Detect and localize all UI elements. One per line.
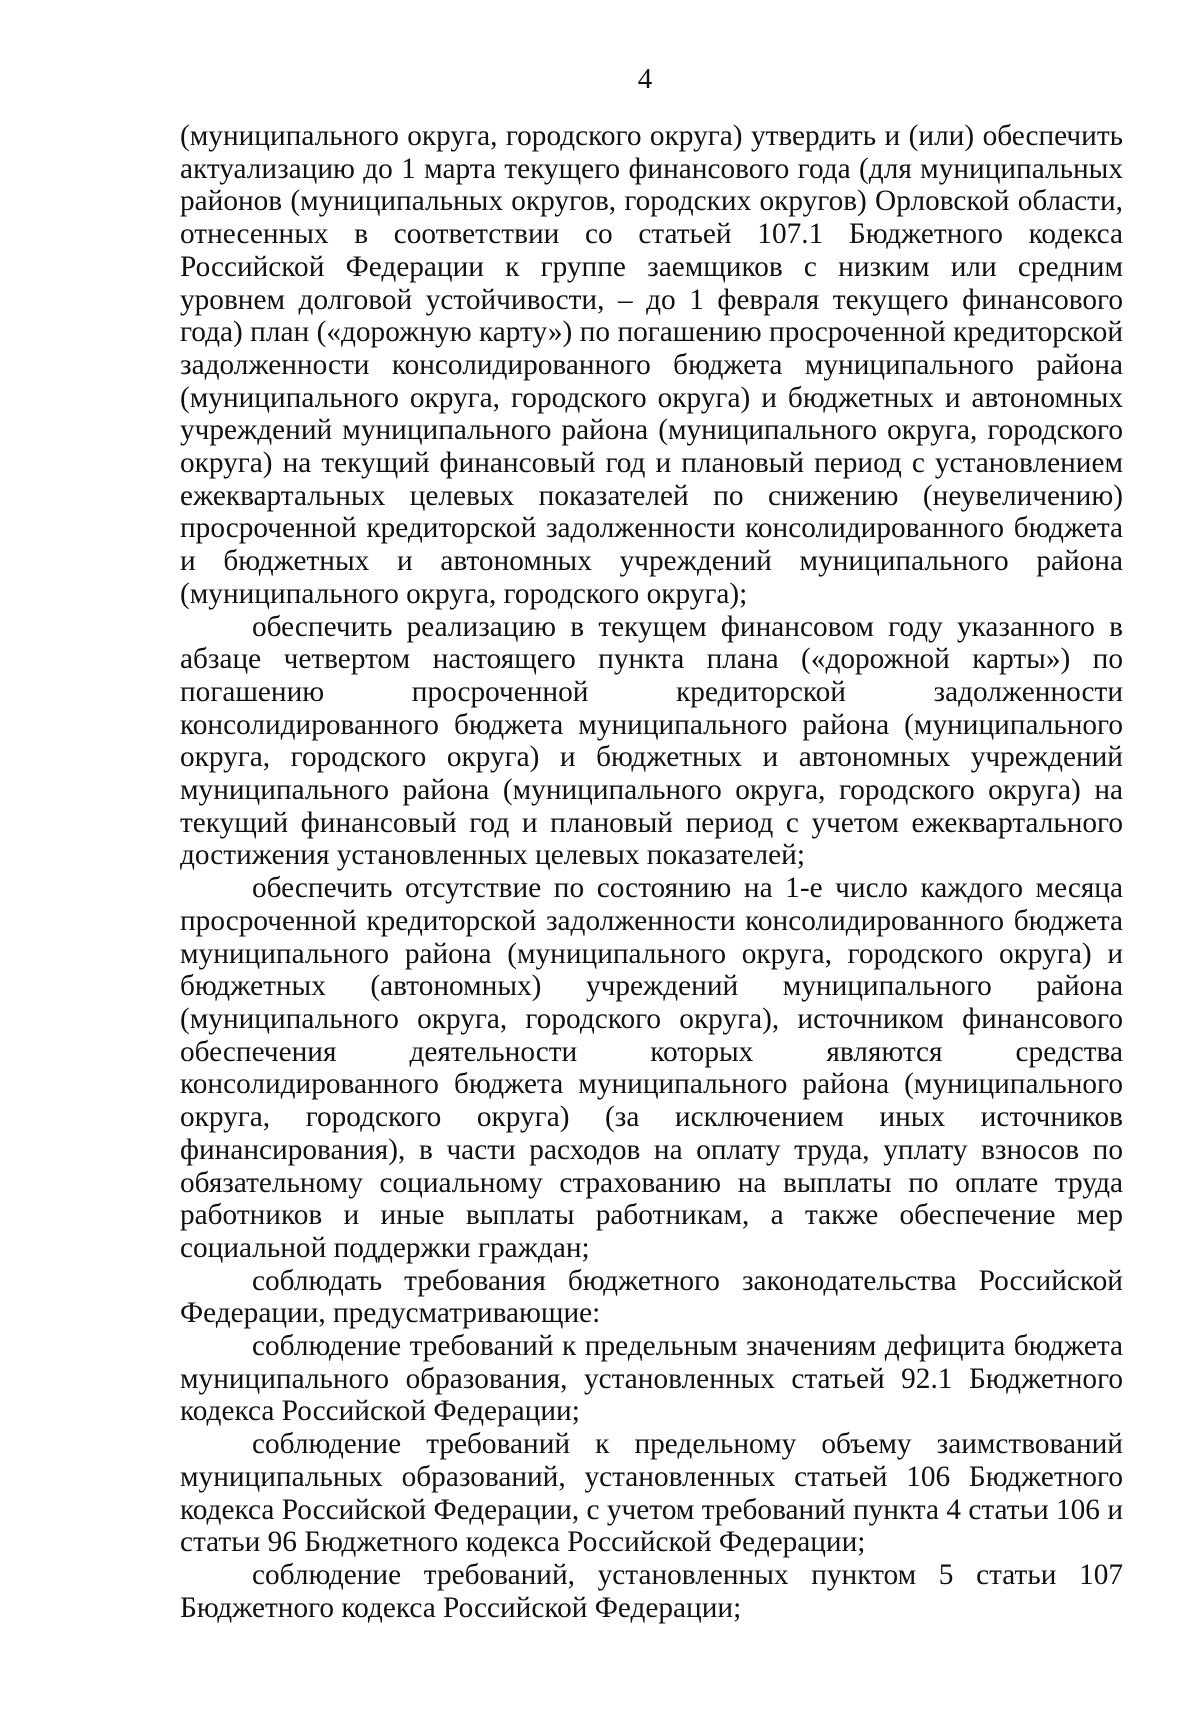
paragraph-deficit-limits: соблюдение требований к предельным значениям дефицита бюджета муниципального образования, установленных статьей 92.1 Бюджетного кодекса Российской Федерации; [180,1330,1123,1428]
document-body [180,120,1123,1624]
paragraph-borrowing-limits: соблюдение требований к предельному объему заимствований муниципальных образований, установленных статьей 106 Бюджетного кодекса Российской Федерации, с учетом требований пункта 4 статьи 106 и статьи 96 Бюджетного кодекса Российской Федерации; [180,1428,1123,1559]
paragraph-budget-requirements: соблюдать требования бюджетного законодательства Российской Федерации, предусматривающие: [180,1264,1123,1330]
paragraph-article-107: соблюдение требований, установленных пунктом 5 статьи 107 Бюджетного кодекса Российской Федерации; [180,1558,1123,1624]
paragraph-roadmap-implementation: обеспечить реализацию в текущем финансовом году указанного в абзаце четвертом настоящего пункта плана («дорожной карты») по погашению просроченной кредиторской задолженности консолидированного бюджета муниципального района (муниципального округа, городского округа) и бюджетных и автономных учреждений муниципального района (муниципального округа, городского округа) на текущий финансовый год и плановый период с учетом ежеквартального достижения установленных целевых показателей; [180,610,1123,872]
paragraph-continuation: (муниципального округа, городского округа) утвердить и (или) обеспечить актуализацию до 1 марта текущего финансового года (для муниципальных районов (муниципальных округов, городских округов) Орловской области, отнесенных в соответствии со статьей 107.1 Бюджетного кодекса Российской Федерации к группе заемщиков с низким или средним уровнем долговой устойчивости, – до 1 февраля текущего финансового года) план («дорожную карту») по погашению просроченной кредиторской задолженности консолидированного бюджета муниципального района (муниципального округа, городского округа) и бюджетных и автономных учреждений муниципального района (муниципального округа, городского округа) на текущий финансовый год и плановый период с установлением ежеквартальных целевых показателей по снижению (неувеличению) просроченной кредиторской задолженности консолидированного бюджета и бюджетных и автономных учреждений муниципального района (муниципального округа, городского округа); [180,120,1123,610]
paragraph-no-overdue-debt: обеспечить отсутствие по состоянию на 1-е число каждого месяца просроченной кредиторской задолженности консолидированного бюджета муниципального района (муниципального округа, городского округа) и бюджетных (автономных) учреждений муниципального района (муниципального округа, городского округа), источником финансового обеспечения деятельности которых являются средства консолидированного бюджета муниципального района (муниципального округа, городского округа) (за исключением иных источников финансирования), в части расходов на оплату труда, уплату взносов по обязательному социальному страхованию на выплаты по оплате труда работников и иные выплаты работникам, а также обеспечение мер социальной поддержки граждан; [180,872,1123,1264]
page-number: 4 [637,63,653,95]
